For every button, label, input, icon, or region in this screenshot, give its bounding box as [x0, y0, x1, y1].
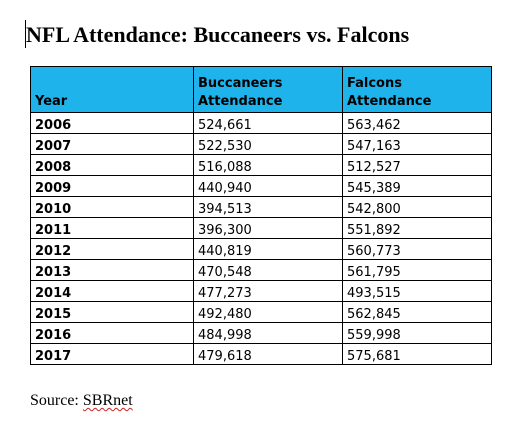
source-note [30, 392, 133, 410]
falcons-attendance-cell: 560,773 [343, 239, 492, 260]
year-cell: 2013 [31, 260, 194, 281]
buccaneers-attendance-cell: 477,273 [194, 281, 343, 302]
year-cell: 2016 [31, 323, 194, 344]
source-name: SBRnet [82, 392, 133, 409]
table-row [31, 344, 492, 365]
falcons-attendance-cell: 559,998 [343, 323, 492, 344]
year-cell: 2009 [31, 176, 194, 197]
table-row [31, 113, 492, 134]
header-falcons-attendance [343, 67, 492, 113]
year-cell: 2008 [31, 155, 194, 176]
header-buccaneers-line1: Buccaneers [198, 76, 283, 91]
buccaneers-attendance-cell: 396,300 [194, 218, 343, 239]
buccaneers-attendance-cell: 484,998 [194, 323, 343, 344]
year-cell: 2007 [31, 134, 194, 155]
year-cell: 2011 [31, 218, 194, 239]
buccaneers-attendance-cell: 516,088 [194, 155, 343, 176]
falcons-attendance-cell: 542,800 [343, 197, 492, 218]
table-row [31, 323, 492, 344]
falcons-attendance-cell: 551,892 [343, 218, 492, 239]
falcons-attendance-cell: 547,163 [343, 134, 492, 155]
page-title: NFL Attendance: Buccaneers vs. Falcons [26, 22, 410, 47]
table-header-row [31, 67, 492, 113]
year-cell: 2012 [31, 239, 194, 260]
buccaneers-attendance-cell: 522,530 [194, 134, 343, 155]
table-row [31, 134, 492, 155]
year-cell: 2010 [31, 197, 194, 218]
header-year [31, 67, 194, 113]
table-row [31, 260, 492, 281]
header-falcons-line2: Attendance [347, 94, 432, 109]
table-row [31, 239, 492, 260]
header-year-label: Year [35, 94, 68, 109]
year-cell: 2015 [31, 302, 194, 323]
table-row [31, 197, 492, 218]
falcons-attendance-cell: 563,462 [343, 113, 492, 134]
buccaneers-attendance-cell: 394,513 [194, 197, 343, 218]
table-row [31, 176, 492, 197]
falcons-attendance-cell: 545,389 [343, 176, 492, 197]
source-label: Source: [30, 392, 79, 409]
year-cell: 2017 [31, 344, 194, 365]
falcons-attendance-cell: 493,515 [343, 281, 492, 302]
header-buccaneers-line2: Attendance [198, 94, 283, 109]
attendance-table [30, 66, 492, 365]
year-cell: 2006 [31, 113, 194, 134]
buccaneers-attendance-cell: 440,819 [194, 239, 343, 260]
buccaneers-attendance-cell: 479,618 [194, 344, 343, 365]
falcons-attendance-cell: 561,795 [343, 260, 492, 281]
year-cell: 2014 [31, 281, 194, 302]
header-falcons-line1: Falcons [347, 76, 402, 91]
table-row [31, 302, 492, 323]
falcons-attendance-cell: 512,527 [343, 155, 492, 176]
buccaneers-attendance-cell: 440,940 [194, 176, 343, 197]
header-buccaneers-attendance [194, 67, 343, 113]
table-row [31, 155, 492, 176]
falcons-attendance-cell: 562,845 [343, 302, 492, 323]
buccaneers-attendance-cell: 470,548 [194, 260, 343, 281]
table-row [31, 281, 492, 302]
falcons-attendance-cell: 575,681 [343, 344, 492, 365]
buccaneers-attendance-cell: 524,661 [194, 113, 343, 134]
table-row [31, 218, 492, 239]
buccaneers-attendance-cell: 492,480 [194, 302, 343, 323]
